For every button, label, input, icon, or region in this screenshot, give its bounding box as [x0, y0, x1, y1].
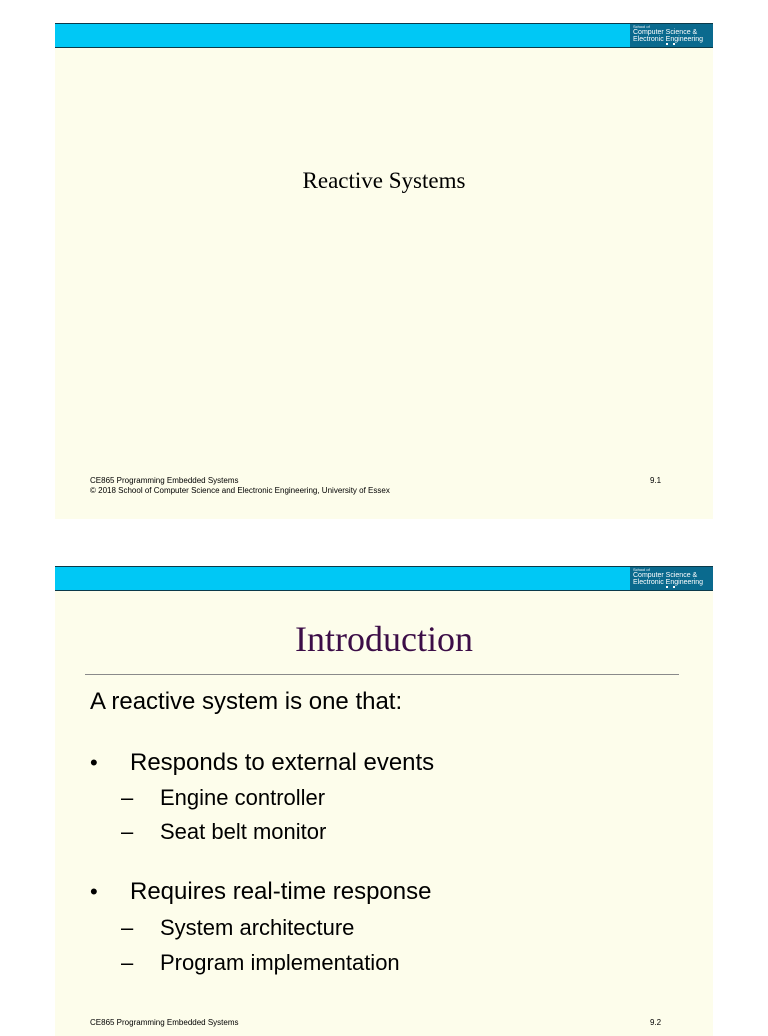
school-logo	[630, 24, 713, 47]
logo-line-1: Computer Science &	[633, 572, 698, 579]
sub-bullet-item: System architecture	[160, 915, 355, 940]
slide-title: Introduction	[295, 619, 473, 659]
school-logo	[630, 567, 713, 590]
logo-line-2: Electronic Engineering	[633, 579, 704, 586]
sub-bullet-item: Program implementation	[160, 950, 400, 975]
logo-line-2: Electronic Engineering	[633, 36, 704, 43]
footer-course: CE865 Programming Embedded Systems	[90, 476, 239, 485]
logo-small-text: School of	[633, 24, 650, 29]
bullet-item: Requires real-time response	[130, 878, 432, 905]
footer-course: CE865 Programming Embedded Systems	[90, 1018, 239, 1027]
bullet-icon: •	[90, 879, 98, 904]
slide-page-number: 9.1	[650, 476, 662, 485]
slide-title: Reactive Systems	[302, 168, 466, 193]
slide-footer	[90, 1018, 239, 1028]
logo-mark-icon	[666, 43, 675, 45]
logo-mark-icon	[666, 586, 675, 588]
title-divider	[85, 674, 679, 675]
footer-copyright: © 2018 School of Computer Science and Electronic Engineering, University of Essex	[90, 486, 390, 495]
intro-text: A reactive system is one that:	[90, 688, 403, 715]
slide-footer	[90, 476, 390, 496]
slide-2	[55, 566, 713, 1036]
slide-header-bar	[55, 23, 713, 48]
dash-icon: –	[121, 785, 134, 810]
sub-bullet-item: Engine controller	[160, 785, 326, 810]
dash-icon: –	[121, 950, 134, 975]
slide-1	[55, 23, 713, 519]
bullet-item: Responds to external events	[130, 749, 435, 776]
bullet-icon: •	[90, 750, 98, 775]
dash-icon: –	[121, 819, 134, 844]
logo-line-1: Computer Science &	[633, 29, 698, 36]
slide-header-bar	[55, 566, 713, 591]
slide-page-number: 9.2	[650, 1018, 662, 1027]
logo-small-text: School of	[633, 567, 650, 572]
sub-bullet-item: Seat belt monitor	[160, 819, 327, 844]
dash-icon: –	[121, 915, 134, 940]
